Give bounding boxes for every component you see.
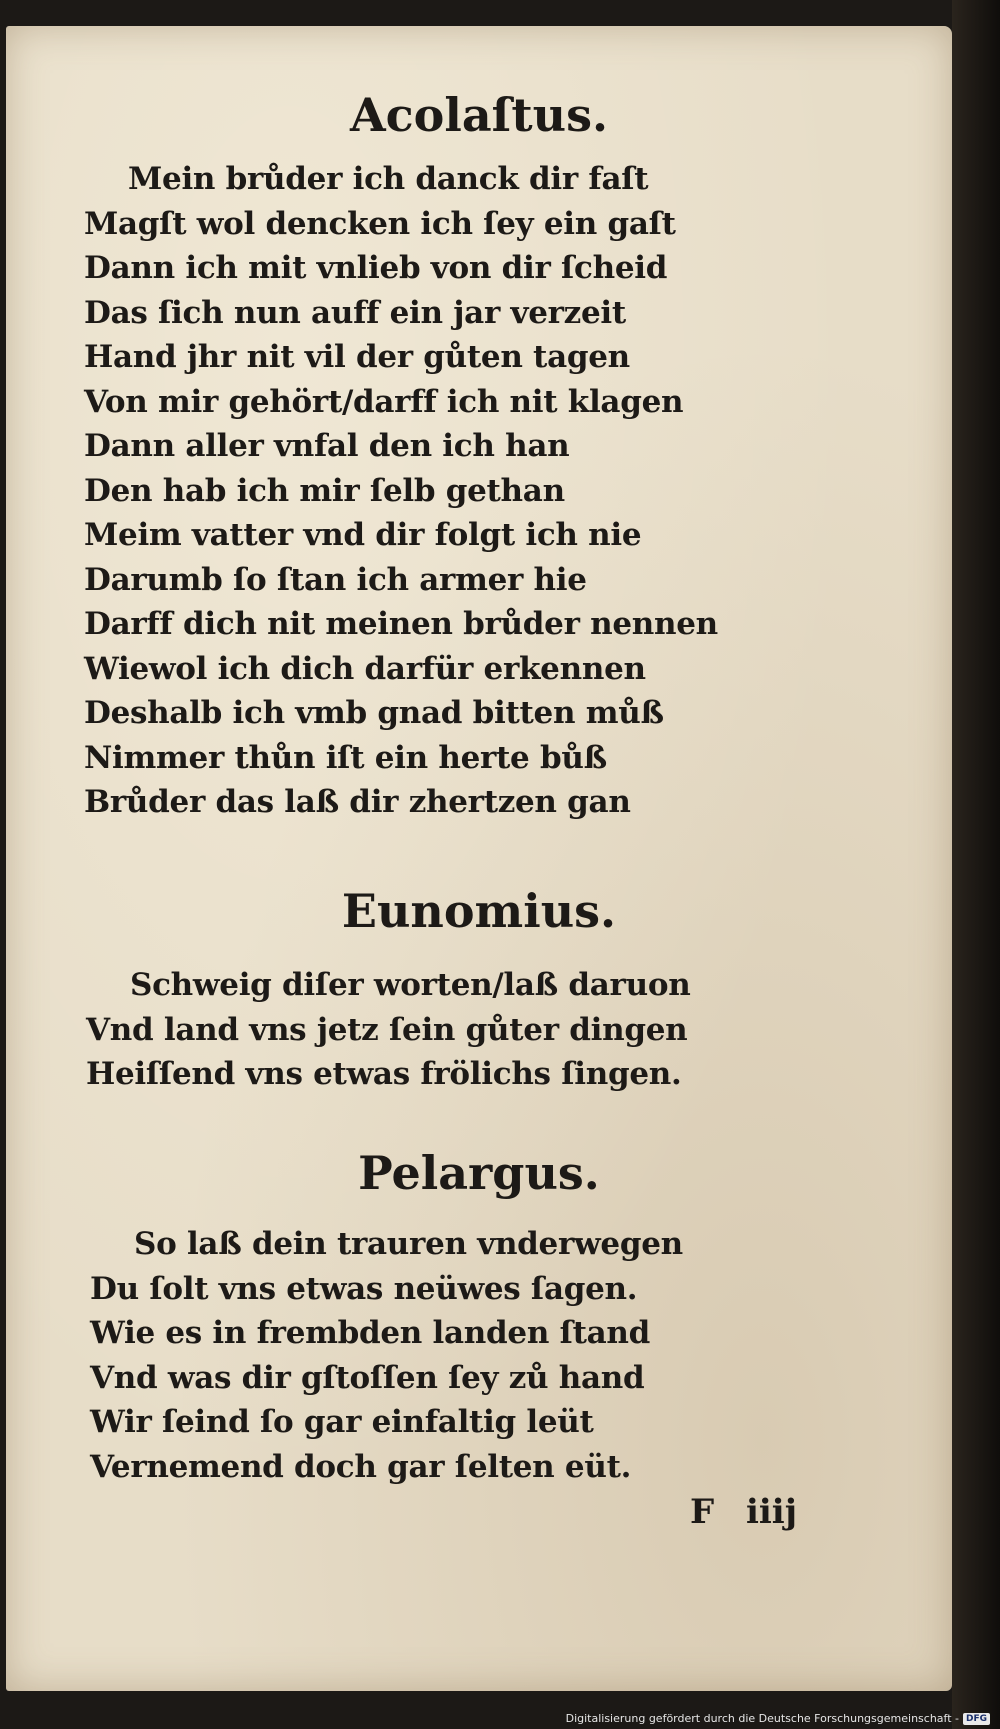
verse-line: Vernemend doch gar ſelten eüt. — [90, 1448, 632, 1485]
verse-line: Darumb ſo ſtan ich armer hie — [84, 561, 587, 598]
verse-line: So laß dein trauren vnderwegen — [134, 1226, 683, 1262]
verse-line: Heiſſend vns etwas frölichs ſingen. — [86, 1056, 682, 1092]
scan-gutter — [952, 0, 1000, 1729]
verse-line: Den hab ich mir ſelb gethan — [84, 472, 565, 509]
verse-line: Deshalb ich vmb gnad bitten můß — [84, 695, 664, 731]
verse-line: Dann ich mit vnlieb von dir ſcheid — [84, 250, 668, 286]
verse-line: Nimmer thůn iſt ein herte bůß — [84, 739, 607, 776]
credit-text: Digitalisierung gefördert durch die Deutsche Forschungsgemeinschaft - — [565, 1712, 959, 1725]
verse-line: Das ſich nun auff ein jar verzeit — [84, 294, 626, 331]
verse-line: Magſt wol dencken ich ſey ein gaſt — [84, 205, 676, 242]
verse-line: Wie es in frembden landen ſtand — [90, 1315, 651, 1351]
verse-line: Vnd land vns jetz ſein gůter dingen — [86, 1011, 688, 1048]
signature-mark: F iiij — [690, 1492, 798, 1532]
verse-line: Meim vatter vnd dir folgt ich nie — [84, 517, 642, 553]
verse-line: Vnd was dir gſtoſſen ſey zů hand — [90, 1359, 645, 1396]
speaker-heading-pelargus: Pelargus. — [358, 1146, 600, 1200]
digitization-credit — [566, 1712, 990, 1725]
speaker-heading-acolastus: Acolaſtus. — [349, 88, 609, 142]
verse-line: Du ſolt vns etwas neüwes ſagen. — [90, 1270, 638, 1307]
verse-line: Mein brůder ich danck dir faſt — [128, 161, 649, 197]
dfg-logo: DFG — [963, 1713, 990, 1725]
verse-line: Von mir gehört/darff ich nit klagen — [84, 383, 684, 420]
book-page — [6, 26, 952, 1691]
verse-line: Darff dich nit meinen brůder nennen — [84, 606, 718, 642]
verse-line: Brůder das laß dir zhertzen gan — [84, 784, 631, 820]
verse-block-acolastus — [84, 157, 718, 825]
verse-line: Dann aller vnfal den ich han — [84, 428, 570, 464]
verse-block-pelargus — [90, 1222, 683, 1489]
verse-line: Schweig diſer worten/laß daruon — [130, 967, 691, 1003]
verse-line: Hand jhr nit vil der gůten tagen — [84, 339, 630, 375]
verse-line: Wir ſeind ſo gar einfaltig leüt — [90, 1404, 594, 1440]
verse-block-eunomius — [86, 963, 690, 1097]
verse-line: Wiewol ich dich darfür erkennen — [84, 650, 646, 687]
speaker-heading-eunomius: Eunomius. — [341, 884, 617, 938]
